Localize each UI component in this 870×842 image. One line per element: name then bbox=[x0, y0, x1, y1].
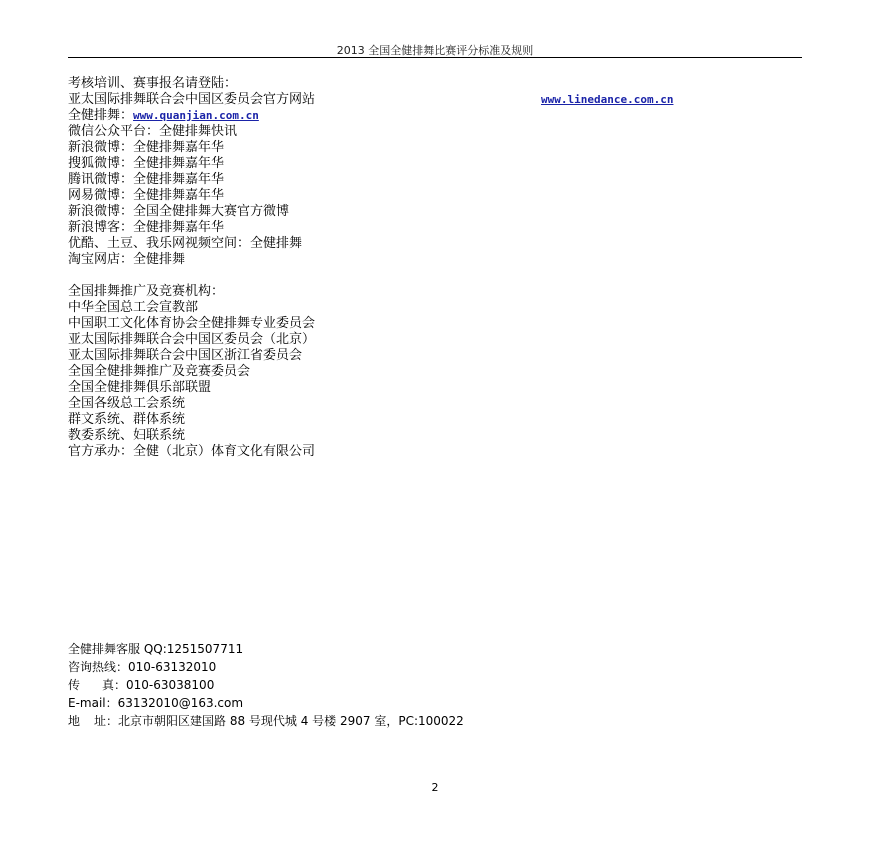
quanjian-link[interactable]: www.quanjian.com.cn bbox=[133, 109, 259, 122]
register-item: 新浪博客：全健排舞嘉年华 bbox=[68, 220, 225, 235]
hotline: 咨询热线：010-63132010 bbox=[68, 660, 217, 674]
quanjian-site-line bbox=[68, 108, 315, 124]
fax-line bbox=[68, 676, 464, 694]
register-item: 淘宝网店：全健排舞 bbox=[68, 252, 186, 267]
official-site-line bbox=[68, 92, 674, 108]
register-section bbox=[68, 76, 674, 268]
register-item: 搜狐微博：全健排舞嘉年华 bbox=[68, 156, 225, 171]
register-item: 网易微博：全健排舞嘉年华 bbox=[68, 188, 225, 203]
page-number: 2 bbox=[431, 781, 439, 794]
org-item: 亚太国际排舞联合会中国区浙江省委员会 bbox=[68, 348, 303, 363]
official-site-link[interactable]: www.linedance.com.cn bbox=[541, 93, 674, 106]
orgs-heading: 全国排舞推广及竞赛机构： bbox=[68, 284, 225, 299]
header-rule bbox=[68, 57, 802, 58]
org-item: 亚太国际排舞联合会中国区委员会（北京） bbox=[68, 332, 316, 347]
official-site-label: 亚太国际排舞联合会中国区委员会官方网站 bbox=[68, 92, 316, 107]
org-item: 全国全健排舞俱乐部联盟 bbox=[68, 380, 212, 395]
register-heading: 考核培训、赛事报名请登陆： bbox=[68, 76, 238, 91]
org-item: 全国全健排舞推广及竞赛委员会 bbox=[68, 364, 251, 379]
org-item: 群文系统、群体系统 bbox=[68, 412, 186, 427]
org-item: 全国各级总工会系统 bbox=[68, 396, 186, 411]
fax-label-b: 真：010-63038100 bbox=[102, 678, 215, 692]
org-item: 中国职工文化体育协会全健排舞专业委员会 bbox=[68, 316, 316, 331]
fax-label-a: 传 bbox=[68, 678, 81, 692]
register-item: 新浪微博：全健排舞嘉年华 bbox=[68, 140, 225, 155]
quanjian-label: 全健排舞： bbox=[68, 108, 134, 123]
register-item: 新浪微博：全国全健排舞大赛官方微博 bbox=[68, 204, 290, 219]
register-item: 微信公众平台：全健排舞快讯 bbox=[68, 124, 238, 139]
address-label-b: 址：北京市朝阳区建国路 88 号现代城 4 号楼 2907 室，PC:100022 bbox=[94, 714, 464, 728]
orgs-section bbox=[68, 284, 315, 460]
org-item: 中华全国总工会宣教部 bbox=[68, 300, 199, 315]
org-item: 官方承办：全健（北京）体育文化有限公司 bbox=[68, 444, 316, 459]
org-item: 教委系统、妇联系统 bbox=[68, 428, 186, 443]
running-header: 2013 全国全健排舞比赛评分标准及规则 bbox=[336, 44, 534, 57]
register-item: 腾讯微博：全健排舞嘉年华 bbox=[68, 172, 225, 187]
address-line bbox=[68, 712, 464, 730]
address-label-a: 地 bbox=[68, 714, 81, 728]
contact-section bbox=[68, 640, 464, 730]
service-qq: 全健排舞客服 QQ:1251507711 bbox=[68, 642, 244, 656]
email: E-mail：63132010@163.com bbox=[68, 696, 244, 710]
register-item: 优酷、土豆、我乐网视频空间：全健排舞 bbox=[68, 236, 303, 251]
